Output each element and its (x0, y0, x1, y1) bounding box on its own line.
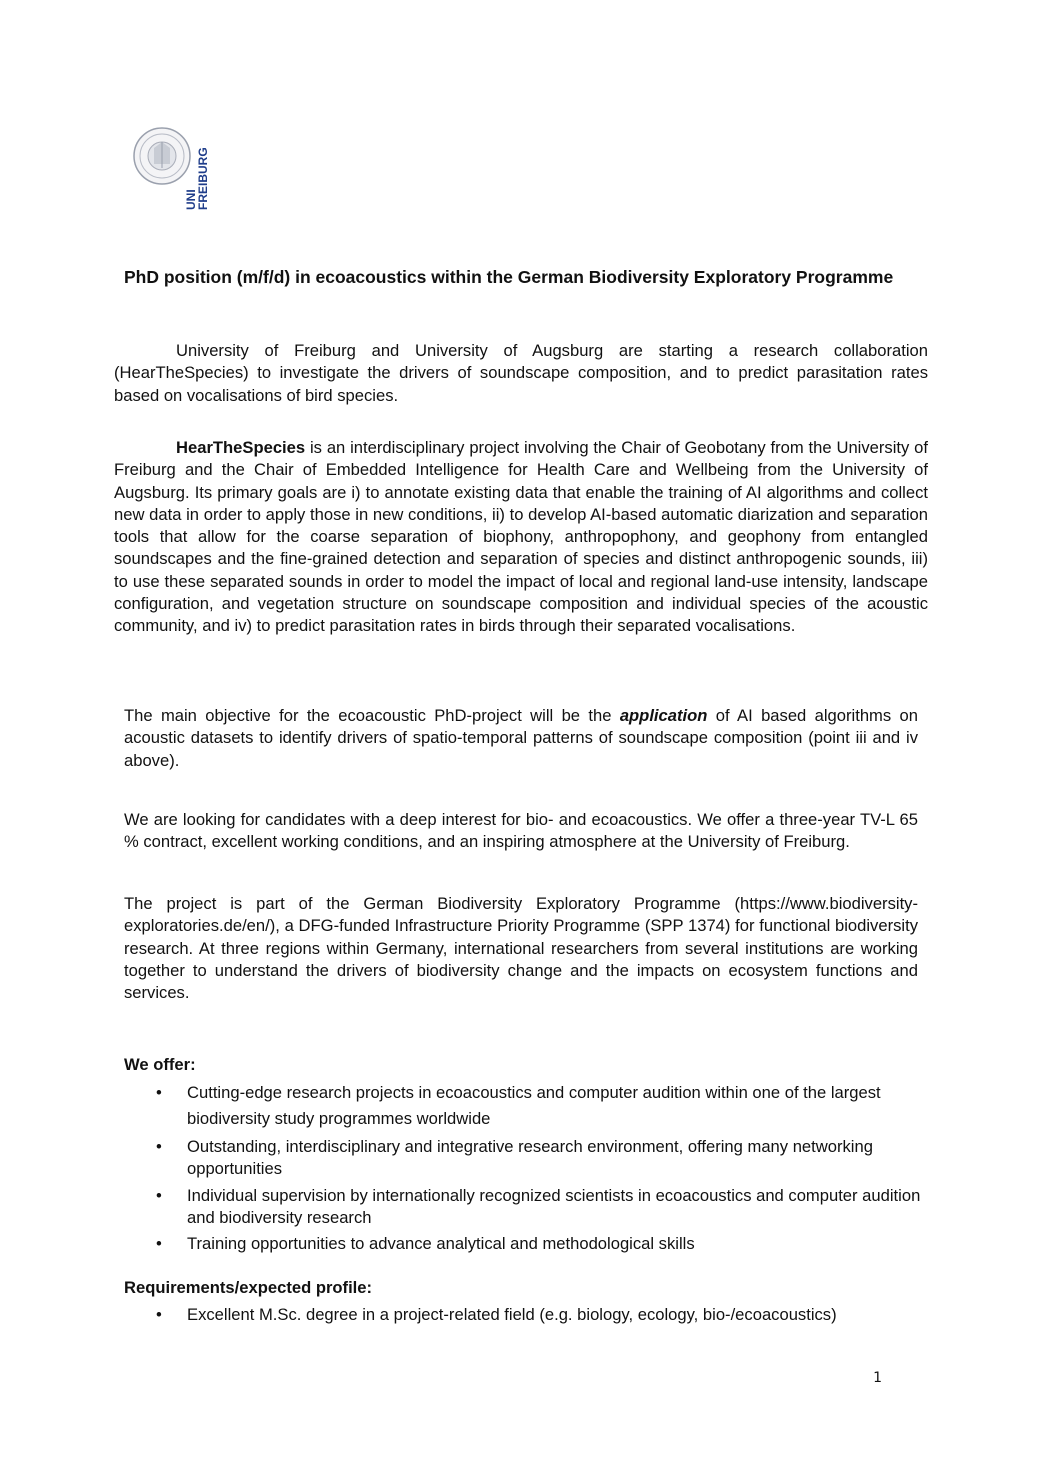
university-logo (132, 118, 212, 218)
offer-heading: We offer: (124, 1055, 196, 1074)
list-item-text: Outstanding, interdisciplinary and integrative research environment, offering many networking opportunities (187, 1137, 873, 1179)
paragraph-project (114, 437, 928, 638)
university-seal-icon (132, 118, 212, 218)
project-name: HearTheSpecies (176, 438, 306, 457)
list-item-text: Cutting-edge research projects in ecoacoustics and computer audition within one of the largest biodiversity study programmes worldwide (187, 1083, 881, 1128)
list-item-text: Training opportunities to advance analytical and methodological skills (187, 1234, 695, 1254)
offer-list (124, 1080, 924, 1259)
paragraph-candidates: We are looking for candidates with a deep interest for bio- and ecoacoustics. We offer a three-year TV-L 65 % contract, excellent working conditions, and an inspiring atmosphere at the University of Freiburg. (124, 810, 918, 852)
logo-text-uni: UNI (184, 189, 198, 210)
paragraph-objective (124, 705, 918, 772)
bullet-icon: • (156, 1234, 162, 1254)
objective-text-before: The main objective for the ecoacoustic PhD-project will be the (124, 706, 620, 725)
page-title: PhD position (m/f/d) in ecoacoustics within the German Biodiversity Exploratory Programme (124, 267, 894, 287)
bullet-icon: • (156, 1137, 162, 1156)
list-item-text: Excellent M.Sc. degree in a project-related field (e.g. biology, ecology, bio-/ecoacoustics) (187, 1305, 837, 1324)
paragraph-intro (114, 340, 928, 407)
objective-text-after: of AI based algorithms on acoustic datasets to identify drivers of spatio-temporal patterns of soundscape composition (point iii and iv above). (124, 706, 918, 770)
list-item (124, 1136, 924, 1181)
paragraph-project-text: is an interdisciplinary project involving the Chair of Geobotany from the University of Freiburg and the Chair of Embedded Intelligence for Health Care and Wellbeing from the University of Augsburg. Its primary goals are i) to annotate existing data that enable the training of AI algorithms and collect new data in order to apply those in new conditions, ii) to develop AI-based automatic diarization and separation tools that allow for the coarse separation of biophony, anthropophony, and geophony from entangled soundscapes and the fine-grained detection and separation of species and distinct anthropogenic sounds, iii) to use these separated sounds in order to model the impact of local and regional land-use intensity, landscape configuration, and vegetation structure on soundscape composition and individual species of the acoustic community, and iv) to predict parasitation rates in birds through their separated vocalisations. (114, 438, 928, 636)
bullet-icon: • (156, 1305, 162, 1324)
list-item (124, 1080, 924, 1132)
list-item (124, 1233, 924, 1255)
list-item (124, 1304, 844, 1326)
paragraph-intro-text: University of Freiburg and University of Augsburg are starting a research collaboration (HearTheSpecies) to investigate the drivers of soundscape composition, and to predict parasitation rates based on vocalisations of bird species. (114, 341, 928, 405)
bullet-icon: • (156, 1185, 162, 1205)
list-item (124, 1185, 924, 1230)
page-number: 1 (873, 1370, 882, 1386)
paragraph-exploratories: The project is part of the German Biodiversity Exploratory Programme (https://www.biodiversity-exploratories.de/en/), a DFG-funded Infrastructure Priority Programme (SPP 1374) for functional biodiversity research. At three regions within Germany, international researchers from several institutions are working together to understand the drivers of biodiversity change and the impacts on ecosystem functions and services. (124, 894, 918, 1003)
logo-text-freiburg: FREIBURG (196, 147, 210, 210)
list-item-text: Individual supervision by internationally recognized scientists in ecoacoustics and computer audition and biodiversity research (187, 1185, 921, 1227)
objective-emphasis: application (619, 706, 708, 725)
bullet-icon: • (156, 1083, 162, 1102)
requirements-list (124, 1304, 844, 1330)
requirements-heading: Requirements/expected profile: (124, 1278, 373, 1297)
